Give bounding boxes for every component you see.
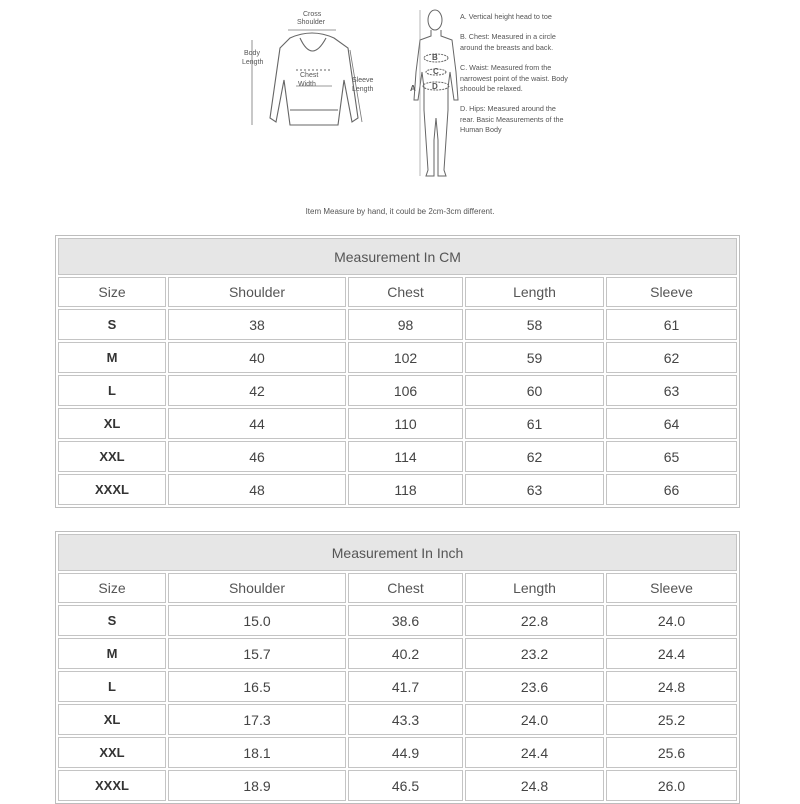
cell-size: M xyxy=(58,342,166,373)
cell-chest: 38.6 xyxy=(348,605,463,636)
cell-sleeve: 64 xyxy=(606,408,737,439)
header-chest: Chest xyxy=(348,277,463,307)
cell-length: 22.8 xyxy=(465,605,604,636)
cell-length: 23.6 xyxy=(465,671,604,702)
table-row xyxy=(58,671,737,702)
body-length-label-1: Body xyxy=(244,50,260,57)
cell-size: XXL xyxy=(58,441,166,472)
cell-size: S xyxy=(58,605,166,636)
table-row xyxy=(58,704,737,735)
cell-length: 63 xyxy=(465,474,604,505)
chest-width-label-1: Chest xyxy=(300,72,319,79)
cell-shoulder: 18.1 xyxy=(168,737,346,768)
cell-size: XXXL xyxy=(58,474,166,505)
legend-item-b: B. Chest: Measured in a circle around the breasts and back. xyxy=(460,32,556,52)
measure-note: Item Measure by hand, it could be 2cm-3cm different. xyxy=(305,207,495,216)
table-title: Measurement In Inch xyxy=(58,534,737,571)
marker-a: A xyxy=(410,84,416,93)
cell-sleeve: 24.8 xyxy=(606,671,737,702)
cell-size: L xyxy=(58,671,166,702)
cell-sleeve: 24.4 xyxy=(606,638,737,669)
cell-sleeve: 24.0 xyxy=(606,605,737,636)
cell-shoulder: 18.9 xyxy=(168,770,346,801)
cell-shoulder: 48 xyxy=(168,474,346,505)
cell-size: XL xyxy=(58,408,166,439)
table-row xyxy=(58,770,737,801)
legend-item-c: C. Waist: Measured from the narrowest point of the waist. Body shoould be relaxed. xyxy=(460,63,568,94)
cell-sleeve: 61 xyxy=(606,309,737,340)
cross-shoulder-label-2: Shoulder xyxy=(297,19,326,26)
header-sleeve: Sleeve xyxy=(606,277,737,307)
cell-length: 62 xyxy=(465,441,604,472)
garment-and-body-diagram xyxy=(0,0,800,205)
table-title: Measurement In CM xyxy=(58,238,737,275)
sleeve-length-label-2: Length xyxy=(352,86,374,93)
table-row xyxy=(58,474,737,505)
cell-chest: 102 xyxy=(348,342,463,373)
table-row xyxy=(58,342,737,373)
cell-length: 23.2 xyxy=(465,638,604,669)
cross-shoulder-label-1: Cross xyxy=(303,11,322,18)
human-body-drawing xyxy=(414,10,458,176)
cell-shoulder: 38 xyxy=(168,309,346,340)
table-body xyxy=(58,309,737,505)
cell-shoulder: 46 xyxy=(168,441,346,472)
cell-chest: 46.5 xyxy=(348,770,463,801)
cell-length: 24.0 xyxy=(465,704,604,735)
legend-item-a: A. Vertical height head to toe xyxy=(460,12,552,21)
cell-sleeve: 25.2 xyxy=(606,704,737,735)
marker-d: D xyxy=(432,82,438,91)
cell-chest: 118 xyxy=(348,474,463,505)
sleeve-length-label-1: Sleeve xyxy=(352,77,374,84)
cell-length: 59 xyxy=(465,342,604,373)
cell-chest: 44.9 xyxy=(348,737,463,768)
header-chest: Chest xyxy=(348,573,463,603)
header-size: Size xyxy=(58,277,166,307)
cell-length: 58 xyxy=(465,309,604,340)
table-body xyxy=(58,605,737,801)
cell-size: L xyxy=(58,375,166,406)
size-table-inch xyxy=(55,531,740,804)
table-row xyxy=(58,375,737,406)
cell-sleeve: 26.0 xyxy=(606,770,737,801)
table-row xyxy=(58,408,737,439)
table-row xyxy=(58,605,737,636)
cell-length: 24.4 xyxy=(465,737,604,768)
size-table-cm xyxy=(55,235,740,508)
marker-b: B xyxy=(432,53,438,62)
legend-item-d: D. Hips: Measured around the rear. Basic Measurements of the Human Body xyxy=(460,104,564,135)
cell-shoulder: 44 xyxy=(168,408,346,439)
header-length: Length xyxy=(465,277,604,307)
header-sleeve: Sleeve xyxy=(606,573,737,603)
cell-chest: 98 xyxy=(348,309,463,340)
cell-shoulder: 17.3 xyxy=(168,704,346,735)
cell-chest: 114 xyxy=(348,441,463,472)
cell-sleeve: 62 xyxy=(606,342,737,373)
cell-chest: 41.7 xyxy=(348,671,463,702)
cell-size: XXL xyxy=(58,737,166,768)
cell-size: XL xyxy=(58,704,166,735)
measurement-legend xyxy=(460,12,570,146)
cell-shoulder: 40 xyxy=(168,342,346,373)
cell-chest: 106 xyxy=(348,375,463,406)
table-row xyxy=(58,737,737,768)
cell-sleeve: 63 xyxy=(606,375,737,406)
cell-shoulder: 15.7 xyxy=(168,638,346,669)
body-length-label-2: Length xyxy=(242,59,264,66)
chest-width-label-2: Width xyxy=(298,81,316,88)
header-size: Size xyxy=(58,573,166,603)
hoodie-drawing xyxy=(270,33,358,125)
cell-sleeve: 25.6 xyxy=(606,737,737,768)
table-row xyxy=(58,638,737,669)
cell-length: 24.8 xyxy=(465,770,604,801)
cell-sleeve: 66 xyxy=(606,474,737,505)
table-row xyxy=(58,309,737,340)
cell-size: XXXL xyxy=(58,770,166,801)
cell-size: S xyxy=(58,309,166,340)
header-shoulder: Shoulder xyxy=(168,277,346,307)
cell-length: 61 xyxy=(465,408,604,439)
cell-chest: 110 xyxy=(348,408,463,439)
measurement-illustration xyxy=(0,0,800,225)
cell-length: 60 xyxy=(465,375,604,406)
marker-c: C xyxy=(433,67,439,76)
cell-shoulder: 15.0 xyxy=(168,605,346,636)
header-length: Length xyxy=(465,573,604,603)
cell-shoulder: 42 xyxy=(168,375,346,406)
cell-sleeve: 65 xyxy=(606,441,737,472)
cell-size: M xyxy=(58,638,166,669)
header-shoulder: Shoulder xyxy=(168,573,346,603)
cell-chest: 40.2 xyxy=(348,638,463,669)
cell-chest: 43.3 xyxy=(348,704,463,735)
table-row xyxy=(58,441,737,472)
cell-shoulder: 16.5 xyxy=(168,671,346,702)
